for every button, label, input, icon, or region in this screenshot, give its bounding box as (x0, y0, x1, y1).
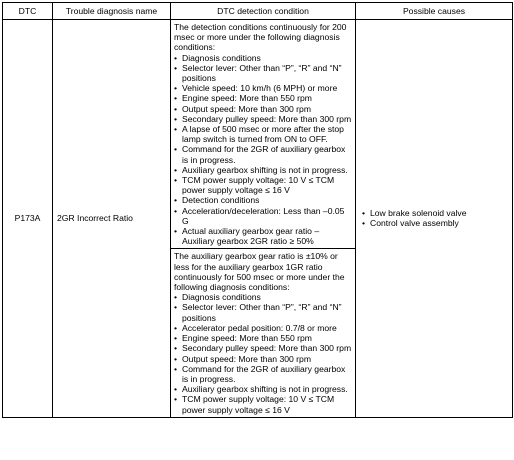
header-trouble-diagnosis-name: Trouble diagnosis name (53, 3, 171, 20)
header-row (3, 3, 513, 20)
list-item: • Acceleration/deceleration: Less than –0.05 G (174, 206, 352, 226)
list-item: • Vehicle speed: 10 km/h (6 MPH) or more (174, 83, 352, 93)
list-item: • Low brake solenoid valve (362, 208, 506, 218)
list-item: • A lapse of 500 msec or more after the stop lamp switch is turned from ON to OFF. (174, 124, 352, 144)
list-item: • Command for the 2GR of auxiliary gearbox is in progress. (174, 144, 352, 164)
list-item: • Secondary pulley speed: More than 300 rpm (174, 343, 352, 353)
possible-causes (356, 20, 513, 418)
dtc-code: P173A (3, 20, 53, 418)
list-item: • Engine speed: More than 550 rpm (174, 93, 352, 103)
condition-2-intro: The auxiliary gearbox gear ratio is ±10% or less for the auxiliary gearbox 1GR ratio continuously for 500 msec or more under the following diagnosis conditions: (174, 251, 345, 293)
diagnosis-name: 2GR Incorrect Ratio (53, 20, 171, 418)
condition-1-list (174, 53, 352, 247)
list-item: • TCM power supply voltage: 10 V ≤ TCM power supply voltage ≤ 16 V (174, 175, 352, 195)
condition-2-list (174, 292, 352, 414)
list-item: • TCM power supply voltage: 10 V ≤ TCM power supply voltage ≤ 16 V (174, 394, 352, 414)
detection-condition-2 (171, 249, 356, 417)
condition-1-intro: The detection conditions continuously for 200 msec or more under the following diagnosis conditions: (174, 22, 347, 53)
header-dtc: DTC (3, 3, 53, 20)
list-item: • Output speed: More than 300 rpm (174, 354, 352, 364)
table-row (3, 20, 513, 249)
list-item: • Diagnosis conditions (174, 53, 352, 63)
list-item: • Diagnosis conditions (174, 292, 352, 302)
list-item: • Actual auxiliary gearbox gear ratio – Auxiliary gearbox 2GR ratio ≥ 50% (174, 226, 352, 246)
list-item: • Accelerator pedal position: 0.7/8 or more (174, 323, 352, 333)
list-item: • Detection conditions (174, 195, 352, 205)
list-item: • Auxiliary gearbox shifting is not in progress. (174, 165, 352, 175)
list-item: • Output speed: More than 300 rpm (174, 104, 352, 114)
dtc-table (2, 2, 513, 418)
possible-causes-list (362, 208, 506, 228)
list-item: • Selector lever: Other than “P”, “R” and “N” positions (174, 302, 352, 322)
list-item: • Command for the 2GR of auxiliary gearbox is in progress. (174, 364, 352, 384)
list-item: • Control valve assembly (362, 218, 506, 228)
detection-condition-1 (171, 20, 356, 249)
list-item: • Engine speed: More than 550 rpm (174, 333, 352, 343)
list-item: • Secondary pulley speed: More than 300 rpm (174, 114, 352, 124)
header-detection-condition: DTC detection condition (171, 3, 356, 20)
list-item: • Auxiliary gearbox shifting is not in progress. (174, 384, 352, 394)
list-item: • Selector lever: Other than “P”, “R” and “N” positions (174, 63, 352, 83)
header-possible-causes: Possible causes (356, 3, 513, 20)
